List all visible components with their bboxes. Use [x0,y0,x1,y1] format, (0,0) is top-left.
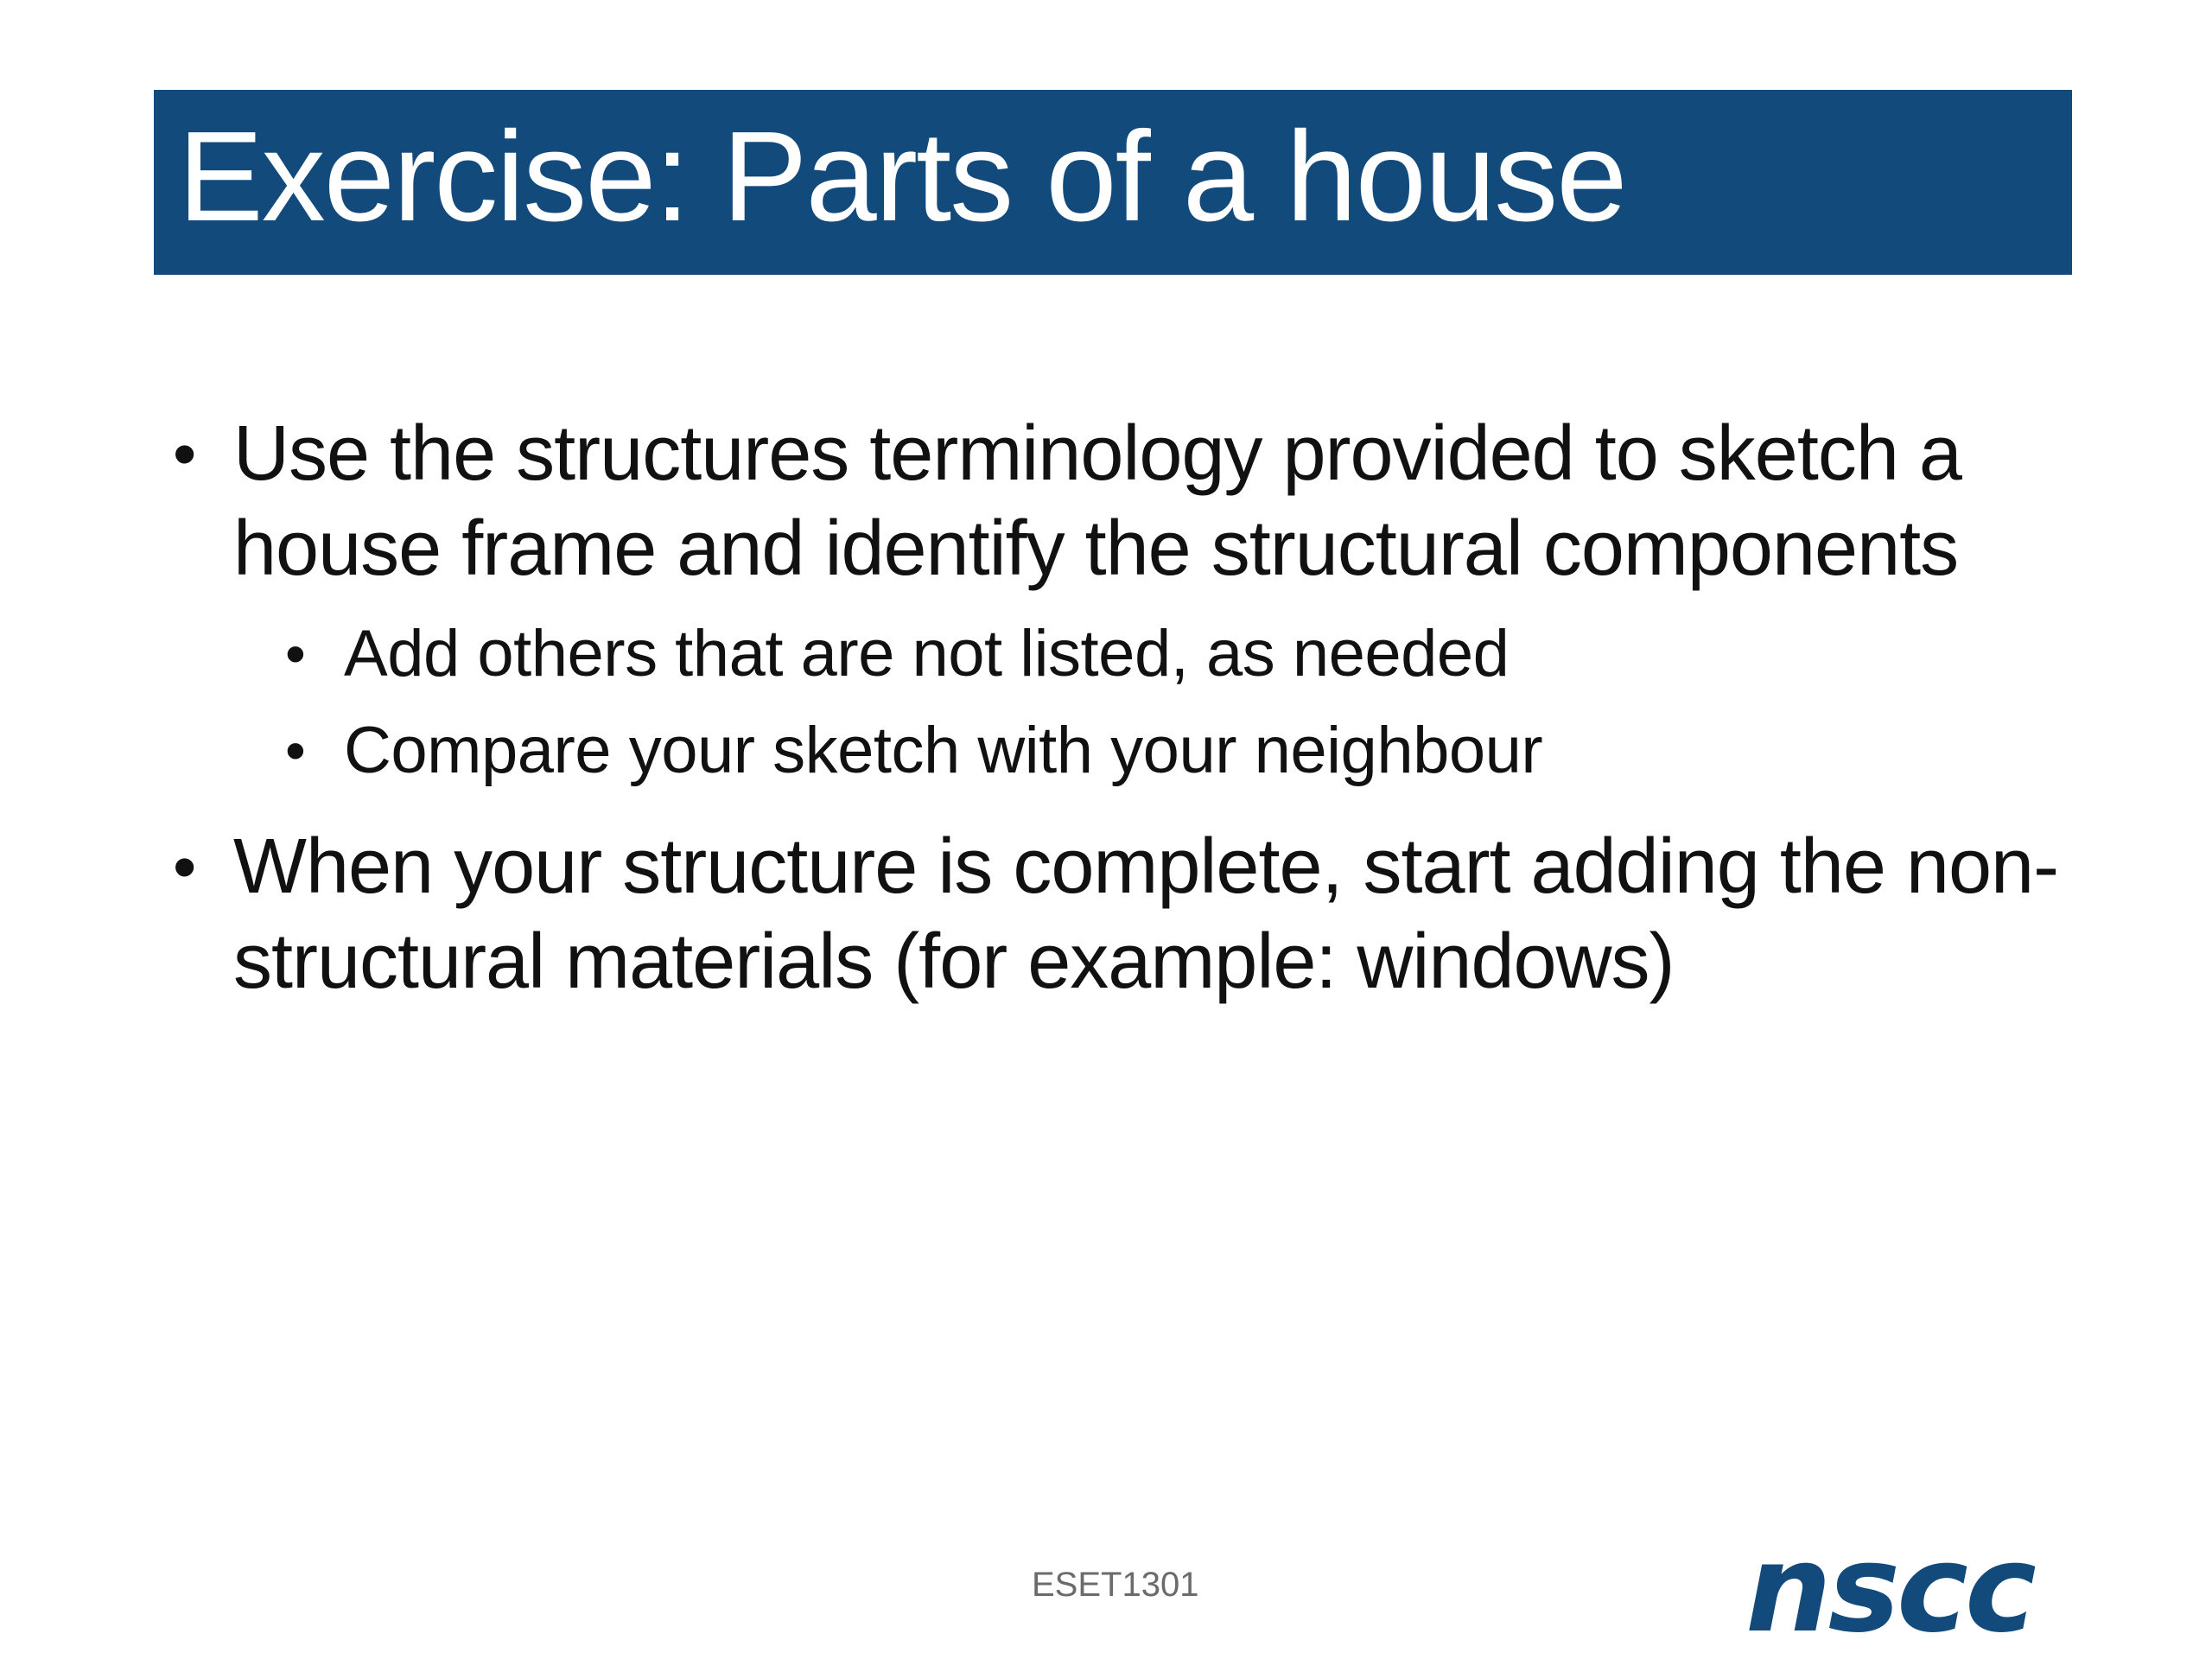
sub-bullet-item-1 [285,607,2082,702]
bullet-text: When your structure is complete, start adding the non-structural materials (for example: windows) [233,823,2059,1005]
title-bar [154,90,2072,275]
bullet-text: Use the structures terminology provided to sketch a house frame and identify the structural components [233,410,1961,592]
bullet-marker: • [173,829,197,905]
sub-bullet-item-2 [285,703,2082,798]
bullet-marker: • [173,416,197,492]
sub-bullet-marker: • [285,718,306,784]
sub-bullet-text: Compare your sketch with your neighbour [344,714,1543,787]
sub-bullet-marker: • [285,621,306,687]
sub-bullet-text: Add others that are not listed, as needed [344,617,1510,690]
bullet-item-1 [173,406,2082,596]
sub-bullet-list [285,607,2082,798]
course-code: ESET1301 [1032,1566,1199,1604]
slide-title: Exercise: Parts of a house [178,105,1626,248]
nscc-logo: nscc [1745,1519,2033,1659]
slide-content [173,406,2082,1009]
bullet-item-2 [173,819,2082,1009]
spacer [173,800,2082,819]
